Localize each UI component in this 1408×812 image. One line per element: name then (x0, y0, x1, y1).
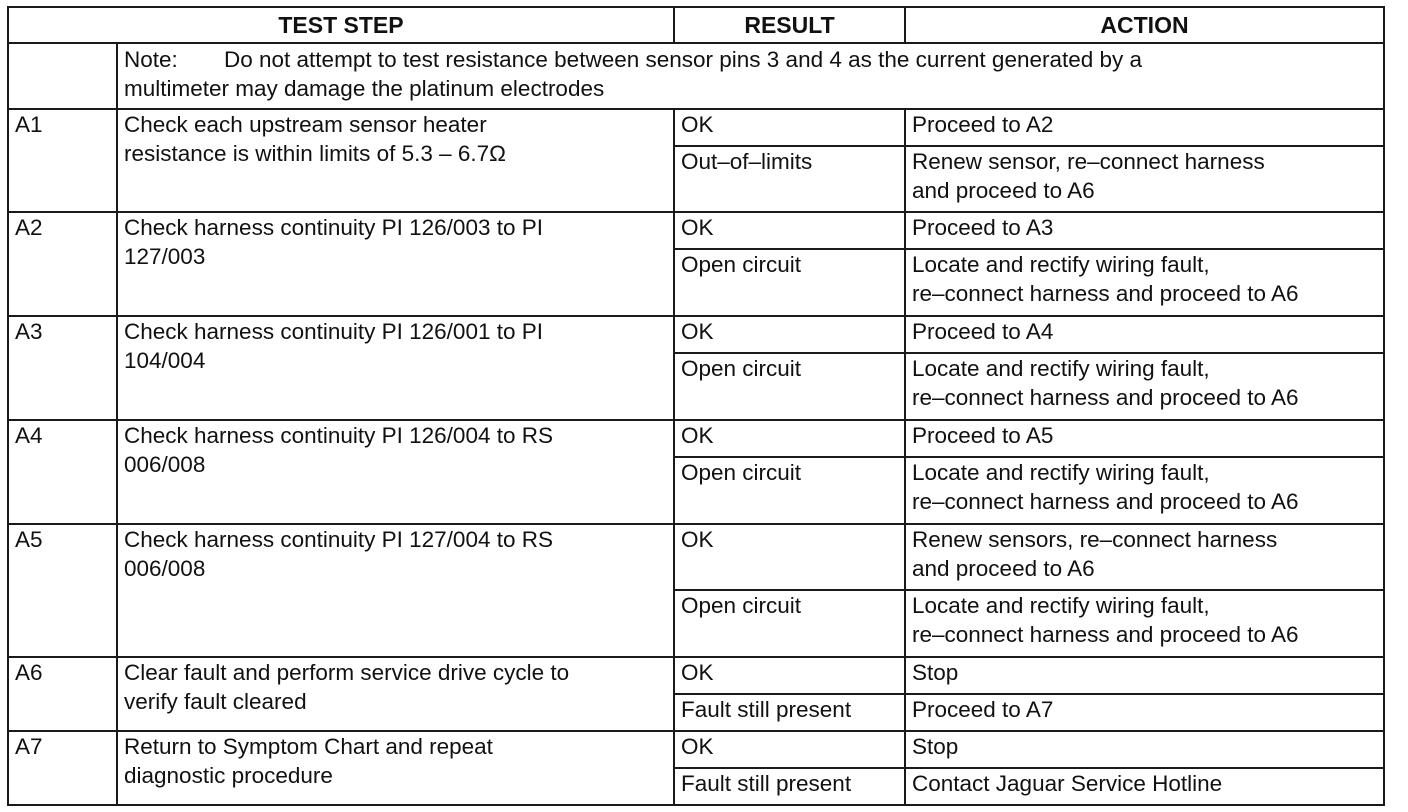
action-cell: Proceed to A5 (905, 420, 1384, 457)
note-blank-cell (8, 43, 117, 109)
step-id-cell: A6 (8, 657, 117, 731)
note-text: Do not attempt to test resistance between sensor pins 3 and 4 as the current generated by a (224, 47, 1143, 72)
table-row (8, 657, 1384, 694)
header-action: ACTION (905, 7, 1384, 43)
result-cell: OK (674, 657, 905, 694)
table-row (8, 212, 1384, 249)
result-cell: OK (674, 212, 905, 249)
action-cell: Proceed to A2 (905, 109, 1384, 146)
table-row (8, 316, 1384, 353)
test-step-cell: Check harness continuity PI 126/001 to PI 104/004 (117, 316, 674, 420)
step-id-cell: A3 (8, 316, 117, 420)
step-id-cell: A1 (8, 109, 117, 212)
result-cell: Open circuit (674, 590, 905, 657)
test-step-cell: Clear fault and perform service drive cycle to verify fault cleared (117, 657, 674, 731)
step-id-cell: A7 (8, 731, 117, 805)
result-cell: Open circuit (674, 457, 905, 524)
step-id-cell: A5 (8, 524, 117, 657)
table-row (8, 420, 1384, 457)
action-cell: Stop (905, 657, 1384, 694)
action-cell: Stop (905, 731, 1384, 768)
test-step-cell: Return to Symptom Chart and repeat diagnostic procedure (117, 731, 674, 805)
action-cell: Locate and rectify wiring fault, re–connect harness and proceed to A6 (905, 249, 1384, 316)
result-cell: Open circuit (674, 249, 905, 316)
test-step-cell: Check harness continuity PI 126/004 to RS 006/008 (117, 420, 674, 524)
table-row (8, 109, 1384, 146)
step-id-cell: A2 (8, 212, 117, 316)
test-step-cell: Check harness continuity PI 126/003 to PI 127/003 (117, 212, 674, 316)
action-cell: Locate and rectify wiring fault, re–connect harness and proceed to A6 (905, 353, 1384, 420)
action-cell: Proceed to A3 (905, 212, 1384, 249)
diagnostic-table (7, 6, 1385, 806)
result-cell: OK (674, 731, 905, 768)
result-cell: Open circuit (674, 353, 905, 420)
result-cell: OK (674, 316, 905, 353)
result-cell: Fault still present (674, 768, 905, 805)
header-row (8, 7, 1384, 43)
action-cell: Renew sensor, re–connect harness and proceed to A6 (905, 146, 1384, 212)
note-cell (117, 43, 1384, 109)
table-row (8, 731, 1384, 768)
action-cell: Locate and rectify wiring fault, re–connect harness and proceed to A6 (905, 457, 1384, 524)
result-cell: Fault still present (674, 694, 905, 731)
note-text-line2: multimeter may damage the platinum electrodes (124, 76, 605, 101)
test-step-cell: Check each upstream sensor heater resistance is within limits of 5.3 – 6.7Ω (117, 109, 674, 212)
table-body (8, 43, 1384, 805)
result-cell: OK (674, 109, 905, 146)
result-cell: Out–of–limits (674, 146, 905, 212)
test-step-cell: Check harness continuity PI 127/004 to RS 006/008 (117, 524, 674, 657)
action-cell: Locate and rectify wiring fault, re–connect harness and proceed to A6 (905, 590, 1384, 657)
result-cell: OK (674, 524, 905, 590)
header-result: RESULT (674, 7, 905, 43)
action-cell: Renew sensors, re–connect harness and proceed to A6 (905, 524, 1384, 590)
action-cell: Proceed to A7 (905, 694, 1384, 731)
action-cell: Proceed to A4 (905, 316, 1384, 353)
note-row (8, 43, 1384, 109)
step-id-cell: A4 (8, 420, 117, 524)
result-cell: OK (674, 420, 905, 457)
table-row (8, 524, 1384, 590)
action-cell: Contact Jaguar Service Hotline (905, 768, 1384, 805)
header-test-step: TEST STEP (8, 7, 674, 43)
note-label: Note: (124, 47, 178, 72)
